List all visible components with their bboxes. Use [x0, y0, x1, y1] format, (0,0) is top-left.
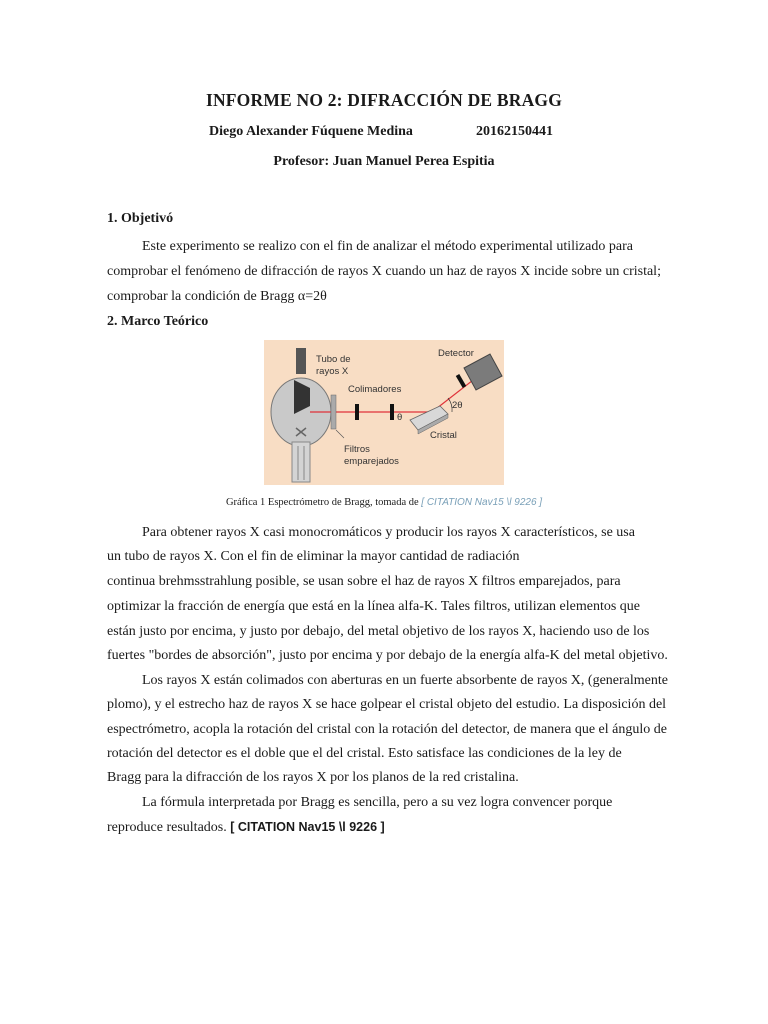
paragraph-line: están justo por encima, y justo por debajo, del metal objetivo de los rayos X, haciendo uso de los: [107, 624, 650, 639]
theta-label: θ: [397, 412, 403, 423]
filters-label: Filtros: [344, 444, 370, 455]
paragraph-line: un tubo de rayos X. Con el fin de eliminar la mayor cantidad de radiación: [107, 549, 520, 564]
collimators-label: Colimadores: [348, 384, 402, 395]
section-heading-objective: 1. Objetivó: [107, 211, 174, 226]
paragraph-line: espectrómetro, acopla la rotación del cristal con la rotación del detector, de manera que el ángulo de: [107, 722, 667, 737]
paragraph-line: continua brehmsstrahlung posible, se usan sobre el haz de rayos X filtros emparejados, para: [107, 574, 621, 589]
paragraph-line: comprobar la condición de Bragg α=2θ: [107, 289, 327, 304]
bragg-spectrometer-figure: [264, 340, 504, 485]
paragraph-line: rotación del detector es el doble que el del cristal. Esto satisface las condiciones de la ley de: [107, 746, 622, 761]
caption-citation: [ CITATION Nav15 \l 9226 ]: [421, 497, 543, 508]
paragraph-line: comprobar el fenómeno de difracción de rayos X cuando un haz de rayos X incide sobre un cristal;: [107, 264, 661, 279]
paragraph-line: Para obtener rayos X casi monocromáticos y producir los rayos X característicos, se usa: [142, 525, 635, 540]
caption-text: Gráfica 1 Espectrómetro de Bragg, tomada de: [225, 497, 422, 508]
crystal-label: Cristal: [430, 430, 457, 441]
filter-plate: [331, 395, 336, 429]
paragraph-line: Bragg para la difracción de los rayos X por los planos de la red cristalina.: [107, 770, 519, 785]
figure-caption: [0, 497, 768, 508]
body-citation: [ CITATION Nav15 \l 9226 ]: [230, 820, 385, 834]
two-theta-label: 2θ: [452, 400, 463, 411]
paragraph-line: Este experimento se realizo con el fin de analizar el método experimental utilizado para: [142, 239, 633, 254]
paragraph-line: plomo), y el estrecho haz de rayos X se hace golpear el cristal objeto del estudio. La disposición del: [107, 697, 667, 712]
paragraph-line: [107, 820, 385, 836]
spectrometer-diagram: [264, 340, 504, 485]
paragraph-text: reproduce resultados.: [107, 820, 231, 835]
tube-label-2: rayos X: [316, 366, 349, 377]
paragraph-line: La fórmula interpretada por Bragg es sencilla, pero a su vez logra convencer porque: [142, 795, 613, 810]
section-heading-theory: 2. Marco Teórico: [107, 314, 209, 329]
detector-label: Detector: [438, 348, 474, 359]
collimator-2: [390, 404, 394, 420]
author-name: Diego Alexander Fúquene Medina: [209, 124, 413, 139]
tube-label: Tubo de: [316, 354, 351, 365]
paragraph-line: Los rayos X están colimados con aberturas en un fuerte absorbente de rayos X, (generalmente: [142, 673, 668, 688]
paragraph-line: optimizar la fracción de energía que está en la línea alfa-K. Tales filtros, utilizan elementos que: [107, 599, 641, 614]
student-id: 20162150441: [476, 124, 553, 139]
filters-label-2: emparejados: [344, 456, 399, 467]
professor-line: Profesor: Juan Manuel Perea Espitia: [273, 154, 495, 169]
collimator-1: [355, 404, 359, 420]
paragraph-line: fuertes "bordes de absorción", justo por encima y por debajo de la energía alfa-K del metal objetivo.: [107, 648, 668, 663]
document-title: INFORME NO 2: DIFRACCIÓN DE BRAGG: [205, 90, 563, 110]
